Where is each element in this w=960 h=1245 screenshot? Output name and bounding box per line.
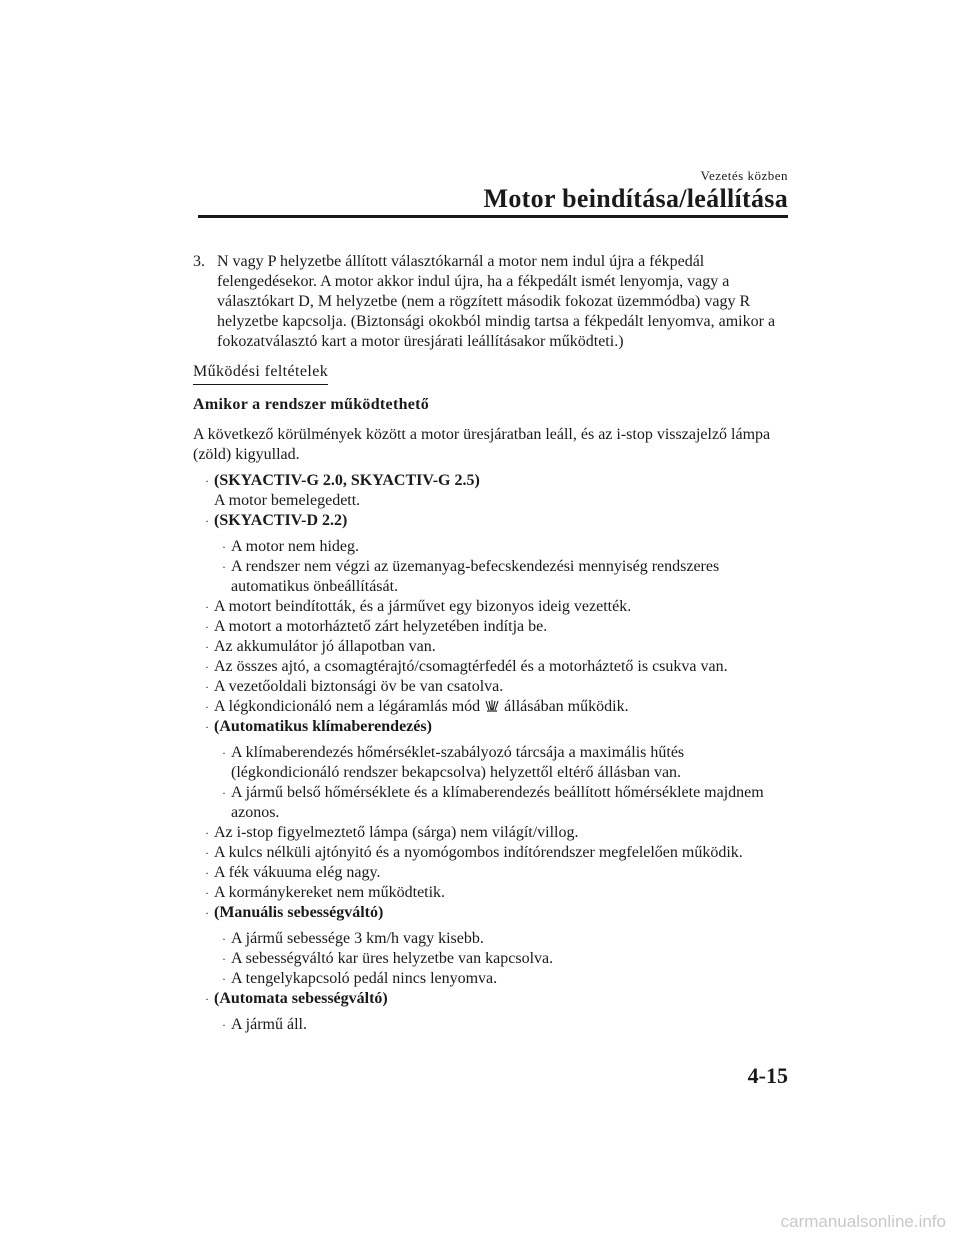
bullet-icon: · bbox=[222, 952, 226, 966]
watermark: carmanualsonline.info bbox=[780, 1212, 946, 1231]
list-item: · Az akkumulátor jó állapotban van. bbox=[193, 637, 793, 657]
list-item: · A légkondicionáló nem a légáramlás mód állásában működik. bbox=[193, 697, 793, 717]
list-item: · A kormánykereket nem működtetik. bbox=[193, 883, 793, 903]
subheading: Működési feltételek bbox=[193, 362, 328, 385]
sub-list-item: · A motor nem hideg. bbox=[193, 537, 793, 557]
bullet-icon: · bbox=[222, 540, 226, 554]
list-item: · (SKYACTIV-D 2.2) bbox=[193, 511, 793, 531]
list-item: · A vezetőoldali biztonsági öv be van csatolva. bbox=[193, 677, 793, 697]
list-item: · (Automata sebességváltó) bbox=[193, 989, 793, 1009]
bullet-icon: · bbox=[205, 700, 209, 714]
sub-list-item: · A klímaberendezés hőmérséklet-szabályozó tárcsája a maximális hűtés (légkondicionáló rendszer bekapcsolva) helyzettől eltérő állásban van. bbox=[193, 743, 793, 783]
sub-list-item: · A tengelykapcsoló pedál nincs lenyomva. bbox=[193, 969, 793, 989]
bullet-icon: · bbox=[205, 866, 209, 880]
bullet-icon: · bbox=[222, 746, 226, 760]
bullet-icon: · bbox=[222, 1018, 226, 1032]
list-item: · (SKYACTIV-G 2.0, SKYACTIV-G 2.5) bbox=[193, 471, 793, 491]
sub-list-item: · A jármű áll. bbox=[193, 1015, 793, 1035]
list-item: · (Manuális sebességváltó) bbox=[193, 903, 793, 923]
list-item: · A motort a motorháztető zárt helyzetében indítja be. bbox=[193, 617, 793, 637]
list-item: · Az i-stop figyelmeztető lámpa (sárga) nem világít/villog. bbox=[193, 823, 793, 843]
step-text: N vagy P helyzetbe állított választókarnál a motor nem indul újra a fékpedál felengedésekor. A motor akkor indul újra, ha a fékpedált ismét lenyomja, vagy a választókart D, M helyzetbe (nem a rögzített második fokozat üzemmódba) vagy R helyzetbe kapcsolja. (Biztonsági okokból mindig tartsa a fékpedált lenyomva, amikor a fokozatválasztó kart a motor üresjárati leállításakor működteti.) bbox=[217, 253, 776, 350]
bullet-icon: · bbox=[205, 514, 209, 528]
bullet-icon: · bbox=[205, 474, 209, 488]
bullet-icon: · bbox=[205, 906, 209, 920]
sub-list-item: · A jármű sebessége 3 km/h vagy kisebb. bbox=[193, 929, 793, 949]
bullet-icon: · bbox=[205, 620, 209, 634]
bullet-icon: · bbox=[205, 826, 209, 840]
bullet-icon: · bbox=[205, 640, 209, 654]
conditions-heading: Amikor a rendszer működtethető bbox=[193, 396, 430, 413]
airflow-mode-icon bbox=[484, 699, 500, 713]
bullet-icon: · bbox=[222, 786, 226, 800]
intro-text: A következő körülmények között a motor üresjáratban leáll, és az i-stop visszajelző lámpa (zöld) kigyullad. bbox=[193, 426, 771, 463]
step-number: 3. bbox=[193, 253, 205, 270]
bullet-icon: · bbox=[205, 886, 209, 900]
sub-list-item: · A sebességváltó kar üres helyzetbe van kapcsolva. bbox=[193, 949, 793, 969]
list-item: · (Automatikus klímaberendezés) bbox=[193, 717, 793, 737]
list-item: · A kulcs nélküli ajtónyitó és a nyomógombos indítórendszer megfelelően működik. bbox=[193, 843, 793, 863]
list-item: · A motort beindították, és a járművet egy bizonyos ideig vezették. bbox=[193, 597, 793, 617]
page-title: Motor beindítása/leállítása bbox=[483, 184, 788, 213]
step-3 bbox=[193, 252, 793, 352]
bullet-icon: · bbox=[205, 600, 209, 614]
bullet-icon: · bbox=[205, 660, 209, 674]
section-label: Vezetés közben bbox=[700, 168, 788, 183]
list-item: A motor bemelegedett. bbox=[214, 492, 361, 509]
header-divider bbox=[198, 215, 788, 218]
bullet-icon: · bbox=[222, 932, 226, 946]
bullet-icon: · bbox=[205, 680, 209, 694]
bullet-icon: · bbox=[205, 992, 209, 1006]
list-item: · A fék vákuuma elég nagy. bbox=[193, 863, 793, 883]
sub-list-item: · A rendszer nem végzi az üzemanyag-befecskendezési mennyiség rendszeres automatikus önbeállítását. bbox=[193, 557, 793, 597]
list-item: · Az összes ajtó, a csomagtérajtó/csomagtérfedél és a motorháztető is csukva van. bbox=[193, 657, 793, 677]
page-number: 4-15 bbox=[747, 1063, 788, 1088]
bullet-icon: · bbox=[222, 560, 226, 574]
page-content bbox=[193, 252, 793, 1035]
bullet-icon: · bbox=[222, 972, 226, 986]
bullet-icon: · bbox=[205, 846, 209, 860]
sub-list-item: · A jármű belső hőmérséklete és a klímaberendezés beállított hőmérséklete majdnem azonos. bbox=[193, 783, 793, 823]
bullet-icon: · bbox=[205, 720, 209, 734]
